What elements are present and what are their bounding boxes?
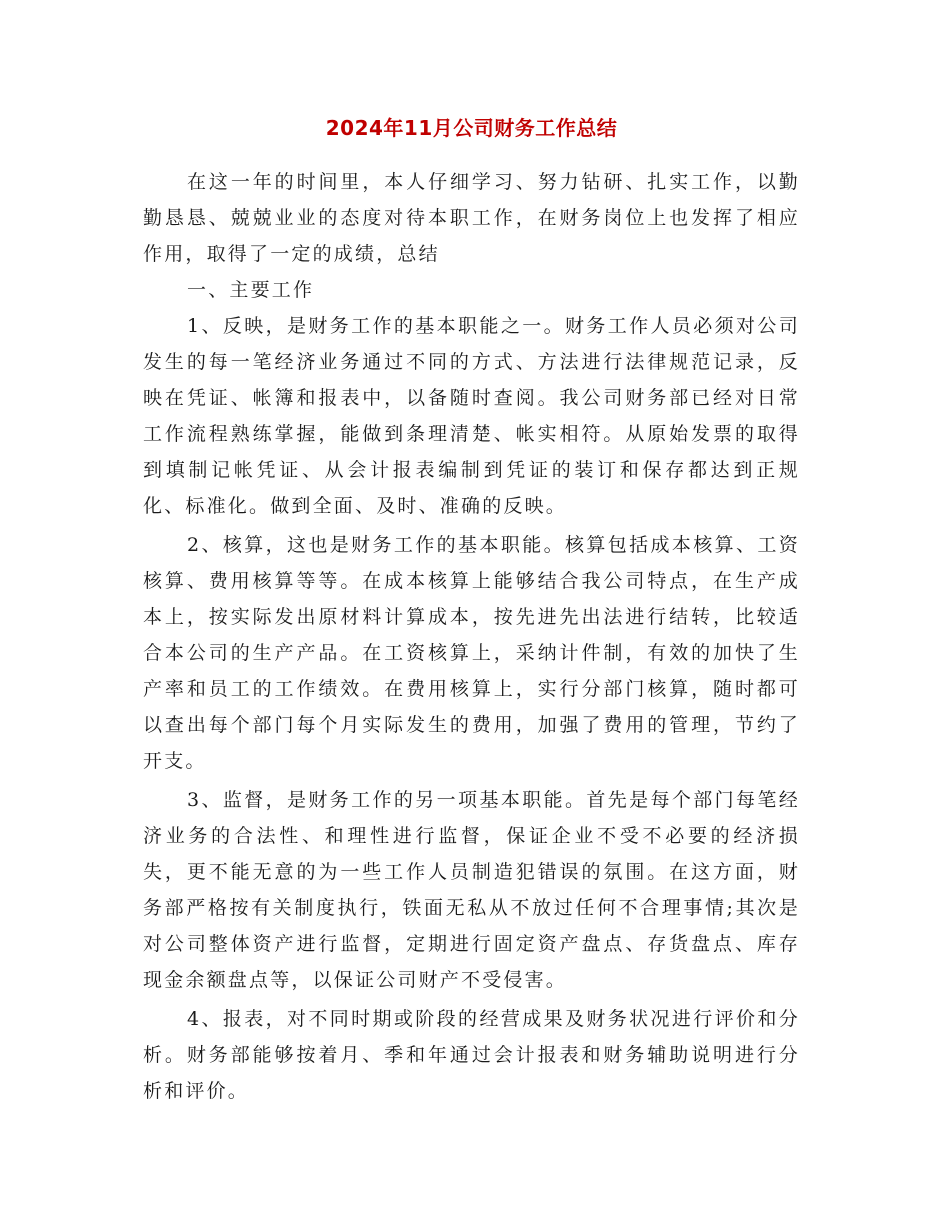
document-title: 2024年11月公司财务工作总结 [325,116,618,140]
paragraph-reports: 4、报表，对不同时期或阶段的经营成果及财务状况进行评价和分析。财务部能够按着月、季和年通过会计报表和财务辅助说明进行分析和评价。 [143,1008,800,1102]
paragraph-supervision: 3、监督，是财务工作的另一项基本职能。首先是每个部门每笔经济业务的合法性、和理性进行监督，保证企业不受不必要的经济损失，更不能无意的为一些工作人员制造犯错误的氛围。在这方面，财务部严格按有关制度执行，铁面无私从不放过任何不合理事情;其次是对公司整体资产进行监督，定期进行固定资产盘点、存货盘点、库存现金余额盘点等，以保证公司财产不受侵害。 [143,789,800,991]
paragraph-reflection: 1、反映，是财务工作的基本职能之一。财务工作人员必须对公司发生的每一笔经济业务通过不同的方式、方法进行法律规范记录，反映在凭证、帐簿和报表中，以备随时查阅。我公司财务部已经对日常工作流程熟练掌握，能做到条理清楚、帐实相符。从原始发票的取得到填制记帐凭证、从会计报表编制到凭证的装订和保存都达到正规化、标准化。做到全面、及时、准确的反映。 [143,315,800,517]
document-body [143,164,800,1109]
intro-paragraph: 在这一年的时间里，本人仔细学习、努力钻研、扎实工作，以勤勤恳恳、兢兢业业的态度对待本职工作，在财务岗位上也发挥了相应作用，取得了一定的成绩，总结 [143,171,800,265]
paragraph-accounting: 2、核算，这也是财务工作的基本职能。核算包括成本核算、工资核算、费用核算等等。在成本核算上能够结合我公司特点，在生产成本上，按实际发出原材料计算成本，按先进先出法进行结转，比较适合本公司的生产产品。在工资核算上，采纳计件制，有效的加快了生产率和员工的工作绩效。在费用核算上，实行分部门核算，随时都可以查出每个部门每个月实际发生的费用，加强了费用的管理，节约了开支。 [143,534,800,772]
section-heading-main-work: 一、主要工作 [187,279,315,301]
